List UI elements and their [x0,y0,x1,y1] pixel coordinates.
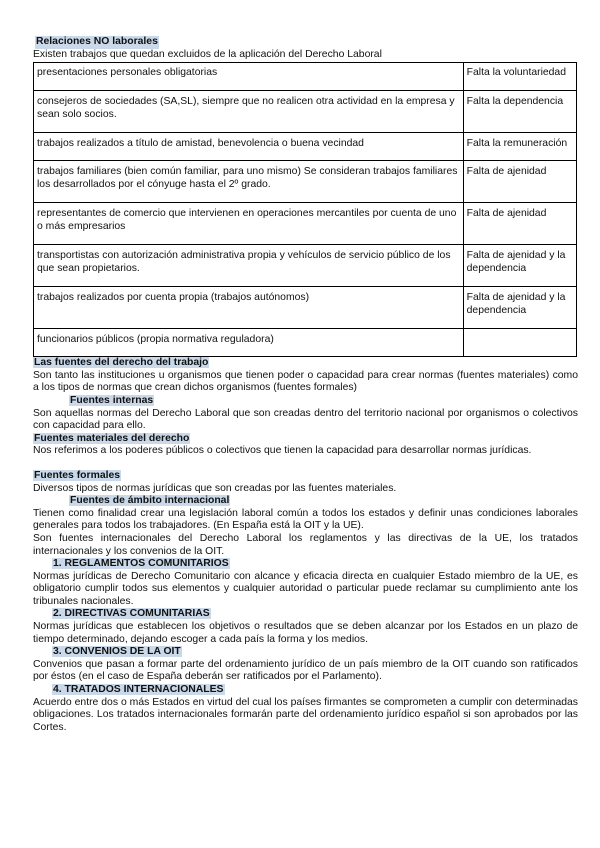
item-heading [52,684,578,697]
fuentes-title: Las fuentes del derecho del trabajo [34,357,209,369]
table-row [34,63,577,91]
table-row [34,133,577,161]
item-1-heading: 1. REGLAMENTOS COMUNITARIOS [53,558,229,570]
table-row [34,91,577,133]
fuentes-text: Son tanto las instituciones u organismos que tienen poder o capacidad para crear normas (fuentes materiales) como a los tipos de normas que crean dichos organismos (fuentes formales) [33,369,578,394]
relaciones-title: Relaciones NO laborales [36,36,158,47]
internacional-text-2: Son fuentes internacionales del Derecho Laboral los reglamentos y las directivas de la UE, los tratados internacionales y los convenios de la OIT. [33,532,578,557]
row-reason: Falta de ajenidad y la dependencia [463,287,576,329]
row-reason: Falta la dependencia [463,91,576,133]
formales-title: Fuentes formales [34,469,121,481]
table-row [34,161,577,203]
internacional-text-1: Tienen como finalidad crear una legislación laboral común a todos los estados y definir unas condiciones laborales generales para todos los trabajadores. (En España está la OIT y la UE). [33,507,578,532]
row-desc: trabajos familiares (bien común familiar, para uno mismo) Se consideran trabajos familiares los desarrollados por el cónyuge hasta el 2º grado. [34,161,464,203]
row-reason: Falta de ajenidad y la dependencia [463,245,576,287]
item-3-heading: 3. CONVENIOS DE LA OIT [53,646,181,658]
item-heading [52,608,578,621]
row-reason: Falta de ajenidad [463,161,576,203]
internas-text: Son aquellas normas del Derecho Laboral que son creadas dentro del territorio nacional por organismos o colectivos con capacidad para ello. [33,407,578,432]
row-reason [463,329,576,357]
item-1-text: Normas jurídicas de Derecho Comunitario con alcance y eficacia directa en cualquier Estado miembro de la UE, es obligatorio cumplir todos sus elementos y cualquier autoridad o particular puede reclamar su cumplimiento ante los tribunales nacionales. [33,570,578,607]
item-heading [52,646,578,659]
row-desc: trabajos realizados a título de amistad, benevolencia o buena vecindad [34,133,464,161]
section-internacional [69,495,578,508]
row-reason: Falta de ajenidad [463,203,576,245]
formales-text: Diversos tipos de normas jurídicas que son creadas por las fuentes materiales. [33,482,397,494]
relaciones-intro: Existen trabajos que quedan excluidos de la aplicación del Derecho Laboral [33,48,382,60]
row-desc: trabajos realizados por cuenta propia (trabajos autónomos) [34,287,464,329]
materiales-title: Fuentes materiales del derecho [34,432,190,444]
section-materiales [33,433,578,446]
table-row [34,287,577,329]
item-4-heading: 4. TRATADOS INTERNACIONALES [53,684,224,696]
row-reason: Falta la remuneración [463,133,576,161]
section-formales [33,470,578,483]
internacional-title: Fuentes de ámbito internacional [70,495,230,507]
row-desc: consejeros de sociedades (SA,SL), siempre que no realicen otra actividad en la empresa y sean solo socios. [34,91,464,133]
table-row [34,203,577,245]
item-3-text: Convenios que pasan a formar parte del ordenamiento jurídico de un país miembro de la OIT cuando son ratificados por éstos (en el caso de España deberán ser ratificados por el Parlamento). [33,658,578,683]
item-2-text: Normas jurídicas que establecen los objetivos o resultados que se deben alcanzar por los Estados en un plazo de tiempo determinado, dejando escoger a cada país la forma y los medios. [33,621,578,645]
section-relaciones [33,36,578,49]
relaciones-table [33,62,577,357]
section-internas [69,395,578,408]
row-desc: representantes de comercio que intervienen en operaciones mercantiles por cuenta de uno o más empresarios [34,203,464,245]
row-desc: presentaciones personales obligatorias [34,63,464,91]
section-fuentes [33,357,578,370]
table-row [34,245,577,287]
row-reason: Falta la voluntariedad [463,63,576,91]
row-desc: funcionarios públicos (propia normativa reguladora) [34,329,464,357]
document-page [33,36,578,734]
table-row [34,329,577,357]
row-desc: transportistas con autorización administrativa propia y vehículos de servicio público de los que sean propietarios. [34,245,464,287]
internas-title: Fuentes internas [70,394,154,406]
item-2-heading: 2. DIRECTIVAS COMUNITARIAS [53,608,210,620]
materiales-text: Nos referimos a los poderes públicos o colectivos que tienen la capacidad para desarrollar normas jurídicas. [33,445,532,457]
item-4-text: Acuerdo entre dos o más Estados en virtud del cual los países firmantes se comprometen a cumplir con determinadas obligaciones. Los tratados internacionales formarán parte del ordenamiento jurídico español si son aprobados por las Cortes. [33,696,578,733]
item-heading [52,558,578,571]
